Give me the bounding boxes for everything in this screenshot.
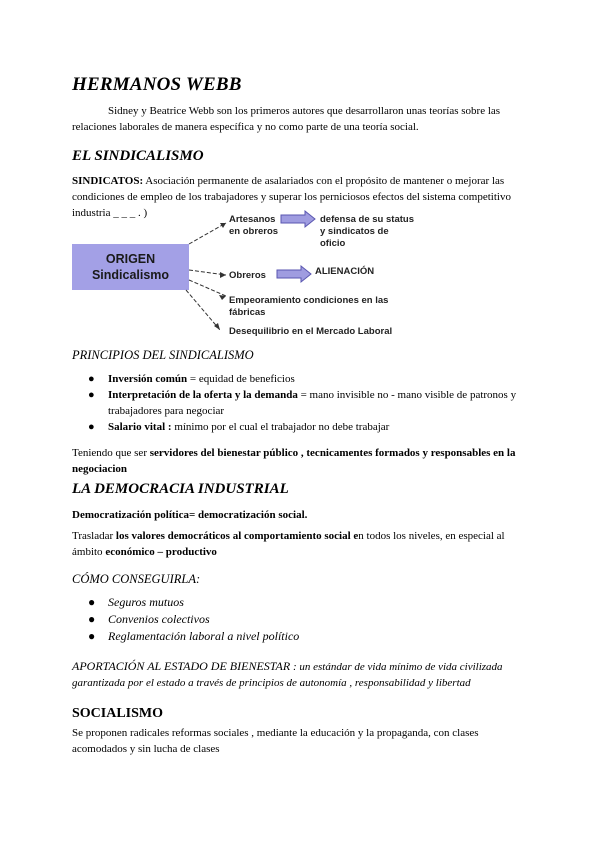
node-obreros: Obreros — [229, 270, 266, 281]
list-item — [72, 611, 532, 628]
block-arrow-obreros — [277, 266, 311, 282]
origen-box-line1: ORIGEN — [105, 252, 156, 266]
democracia-bold1: los valores democráticos al comportamiento social e — [115, 530, 359, 542]
node-empeoramiento — [229, 295, 388, 319]
democracia-pre: Trasladar — [72, 530, 116, 542]
node-empeoramiento-line2: fábricas — [229, 307, 266, 318]
sindicatos-term: SINDICATOS: — [72, 175, 144, 187]
block-arrow-artesanos — [281, 211, 315, 227]
bullet-icon: ● — [88, 373, 95, 385]
bullet-icon: ● — [88, 612, 96, 626]
node-artesanos — [229, 214, 278, 238]
intro-paragraph: Sidney y Beatrice Webb son los primeros autores que desarrollaron unas teorías sobre las relaciones laborales de manera específica y no como parte de una teoría social. — [72, 105, 501, 133]
principios-closing — [72, 445, 530, 477]
principio-term: Interpretación de la oferta y la demanda — [108, 389, 298, 401]
list-item — [72, 387, 532, 419]
sindicalismo-heading: EL SINDICALISMO — [72, 148, 204, 164]
document-title: HERMANOS WEBB — [72, 74, 242, 95]
connector-desequilibrio — [186, 290, 220, 330]
principio-term: Inversión común — [108, 373, 188, 385]
sindicatos-text: Asociación permanente de asalariados con el propósito de mantener o mejorar las condiciones de empleo de los trabajadores y superar los perniciosos efectos del sistema competitivo industria — [72, 175, 511, 219]
bullet-icon: ● — [88, 595, 96, 609]
democracia-mid: n todos los niveles, en especial al ámbito — [72, 530, 505, 558]
bullet-icon: ● — [88, 421, 95, 433]
node-desequilibrio: Desequilibrio en el Mercado Laboral — [229, 326, 393, 337]
principios-heading: PRINCIPIOS DEL SINDICALISMO — [72, 348, 254, 362]
closing-pre: Teniendo que ser — [72, 447, 150, 459]
conseguirla-item-text: Reglamentación laboral a nivel político — [108, 629, 300, 643]
arrowhead-obreros — [220, 272, 226, 278]
node-defensa-line3: oficio — [320, 238, 346, 249]
bullet-icon: ● — [88, 389, 95, 401]
democracia-bold-line — [72, 507, 530, 523]
node-defensa-line1: defensa de su status — [320, 214, 414, 225]
node-artesanos-line1: Artesanos — [229, 214, 276, 225]
node-artesanos-line2: en obreros — [229, 226, 279, 237]
node-defensa-line2: y sindicatos de — [320, 226, 389, 237]
aportacion-paragraph — [72, 658, 534, 691]
list-item — [72, 419, 532, 435]
principio-text: = mano invisible no - mano visible de patronos y trabajadores para negociar — [108, 389, 517, 417]
conseguirla-heading: CÓMO CONSEGUIRLA: — [72, 572, 201, 586]
connector-artesanos — [189, 223, 226, 244]
closing-bold: servidores del bienestar público , tecnicamentes formados y responsables en la negociacion — [72, 447, 516, 475]
principio-text: = equidad de beneficios — [187, 373, 295, 385]
node-empeoramiento-line1: Empeoramiento condiciones en las — [229, 295, 389, 306]
principio-term: Salario vital : — [108, 421, 172, 433]
principios-list — [72, 371, 532, 435]
list-item — [72, 371, 532, 387]
origen-box-line2: Sindicalismo — [91, 268, 170, 282]
connector-empeoramiento — [189, 280, 226, 296]
node-alienacion: ALIENACIÓN — [315, 266, 375, 277]
socialismo-paragraph: Se proponen radicales reformas sociales , mediante la educación y la propaganda, con clases acomodados y sin lucha de clases — [72, 727, 479, 755]
democracia-bold-text: Democratización política= democratización social. — [72, 509, 308, 521]
sindicatos-tail: _ _ _ . ) — [110, 207, 148, 219]
conseguirla-list — [72, 594, 532, 645]
socialismo-heading: SOCIALISMO — [72, 706, 164, 721]
principio-text: mínimo por el cual el trabajador no debe trabajar — [171, 421, 390, 433]
conseguirla-item-text: Convenios colectivos — [108, 612, 210, 626]
democracia-heading: LA DEMOCRACIA INDUSTRIAL — [72, 481, 289, 497]
aportacion-heading: APORTACIÓN AL ESTADO DE BIENESTAR — [72, 659, 291, 673]
list-item — [72, 594, 532, 611]
list-item — [72, 628, 532, 645]
democracia-bold2: económico – productivo — [105, 546, 217, 558]
conseguirla-item-text: Seguros mutuos — [108, 595, 184, 609]
node-defensa — [320, 214, 414, 250]
aportacion-text: : un estándar de vida mínimo de vida civilizada garantizada por el estado a través de principios de autonomía , responsabilidad y libertad — [72, 661, 503, 689]
bullet-icon: ● — [88, 629, 96, 643]
democracia-paragraph — [72, 528, 530, 560]
